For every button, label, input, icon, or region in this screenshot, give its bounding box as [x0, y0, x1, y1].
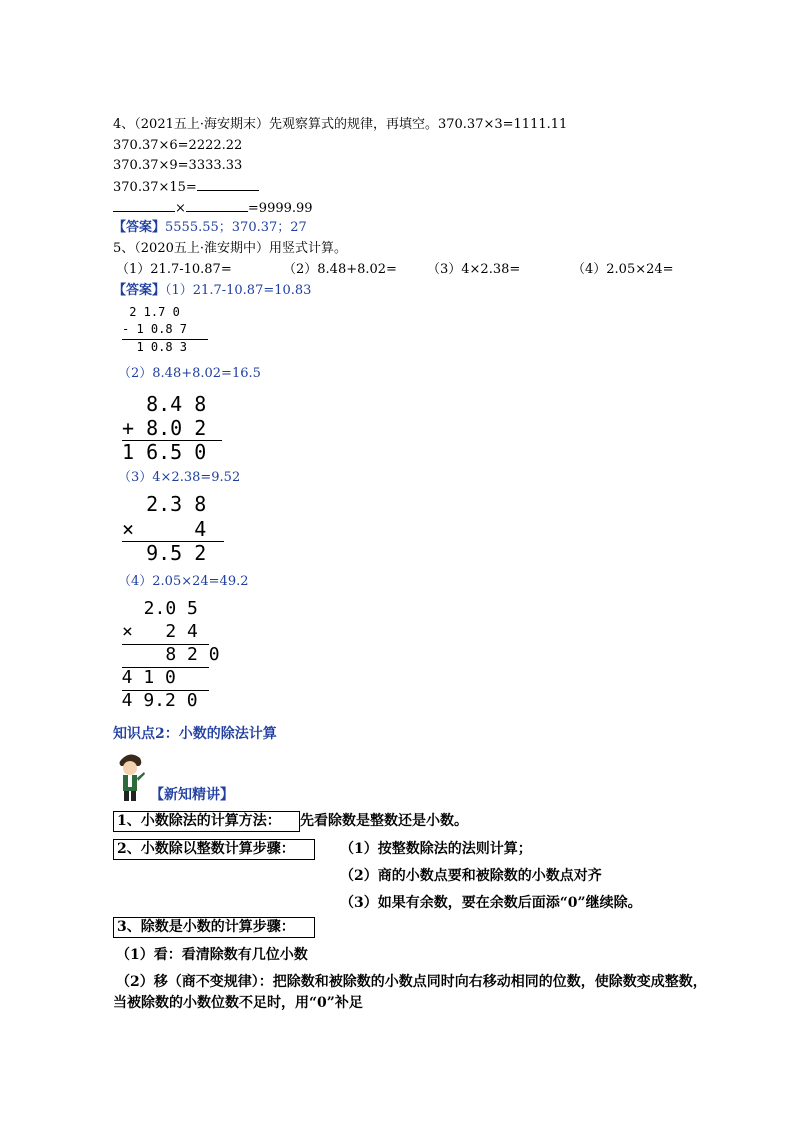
- calc-row: × 4: [122, 517, 207, 541]
- q4-title: 4、（2021五上·海安期末）先观察算式的规律，再填空。370.37×3=1111.11: [113, 117, 568, 132]
- q5-problem-1: （1）21.7-10.87=: [116, 262, 232, 277]
- calc-row: 2.0 5: [122, 598, 198, 619]
- q4-line2: 370.37×6=2222.22: [113, 138, 243, 153]
- answer-blank: [197, 178, 259, 191]
- vertical-calc-4: [100, 598, 232, 716]
- p3-result: （3）4×2.38=9.52: [118, 470, 241, 485]
- step-text: （2）移（商不变规律）：把除数和被除数的小数点同时向右移动相同的位数，使除数变成整数，: [116, 974, 707, 990]
- calc-row: + 8.0 2: [122, 416, 207, 440]
- q4-line3: 370.37×9=3333.33: [113, 158, 243, 173]
- q5-problem-4: （4）2.05×24=: [572, 262, 674, 277]
- vertical-calc-2: [122, 392, 232, 464]
- calc-row: 4 1 0: [100, 667, 176, 688]
- p1-result: （1）21.7-10.87=10.83: [165, 283, 312, 298]
- calc-row: 8.4 8: [122, 392, 207, 416]
- teacher-icon: [113, 750, 147, 802]
- section-title: 知识点2：小数的除法计算: [113, 726, 277, 742]
- box-divide-by-integer: 2、小数除以整数计算步骤：: [113, 839, 315, 860]
- answer-label: 【答案】: [113, 283, 166, 298]
- p2-result: （2）8.48+8.02=16.5: [118, 366, 261, 381]
- q4-line5-end: =9999.99: [247, 201, 313, 216]
- q5-title: 5、（2020五上·淮安期中）用竖式计算。: [113, 241, 347, 256]
- box-division-method: 1、小数除法的计算方法：: [113, 811, 300, 832]
- step-text: （3）如果有余数，要在余数后面添“0”继续除。: [340, 895, 642, 911]
- answer-blank: [113, 199, 175, 212]
- box-divisor-decimal: 3、除数是小数的计算步骤：: [113, 917, 315, 938]
- division-method-text: 先看除数是整数还是小数。: [300, 813, 468, 829]
- step-text: （2）商的小数点要和被除数的小数点对齐: [340, 868, 602, 884]
- p4-result: （4）2.05×24=49.2: [118, 574, 249, 589]
- q4-line4: [113, 178, 259, 197]
- new-knowledge-label: 【新知精讲】: [150, 787, 234, 803]
- q4-line5: [113, 199, 313, 218]
- step-text: 当被除数的小数位数不足时，用“0”补足: [113, 995, 363, 1011]
- calc-row: 2.3 8: [122, 492, 207, 516]
- vertical-calc-1: [122, 305, 212, 357]
- q4-line4-text: 370.37×15=: [113, 180, 197, 195]
- calc-row: × 2 4: [122, 621, 198, 642]
- calc-row: 8 2 0: [122, 644, 220, 665]
- step-text: （1）按整数除法的法则计算；: [340, 841, 532, 857]
- calc-row: - 1 0.8 7: [122, 322, 188, 336]
- answer-blank: [186, 199, 248, 212]
- calc-row: 2 1.7 0: [122, 305, 180, 319]
- q5-problem-3: （3）4×2.38=: [427, 262, 521, 277]
- q5-problem-2: （2）8.48+8.02=: [283, 262, 397, 277]
- calc-row: 4 9.2 0: [100, 690, 198, 711]
- calc-row: 1 6.5 0: [122, 440, 207, 464]
- calc-row: 9.5 2: [122, 541, 207, 565]
- q4-answer: [113, 219, 307, 237]
- calc-row: 1 0.8 3: [122, 340, 188, 354]
- q4-answer-text: 5555.55；370.37；27: [165, 220, 307, 235]
- answer-label: 【答案】: [113, 220, 166, 235]
- step-text: （1）看：看清除数有几位小数: [116, 947, 308, 963]
- vertical-calc-3: [122, 492, 232, 564]
- q5-answer: [113, 282, 311, 300]
- times-sign: ×: [175, 201, 186, 216]
